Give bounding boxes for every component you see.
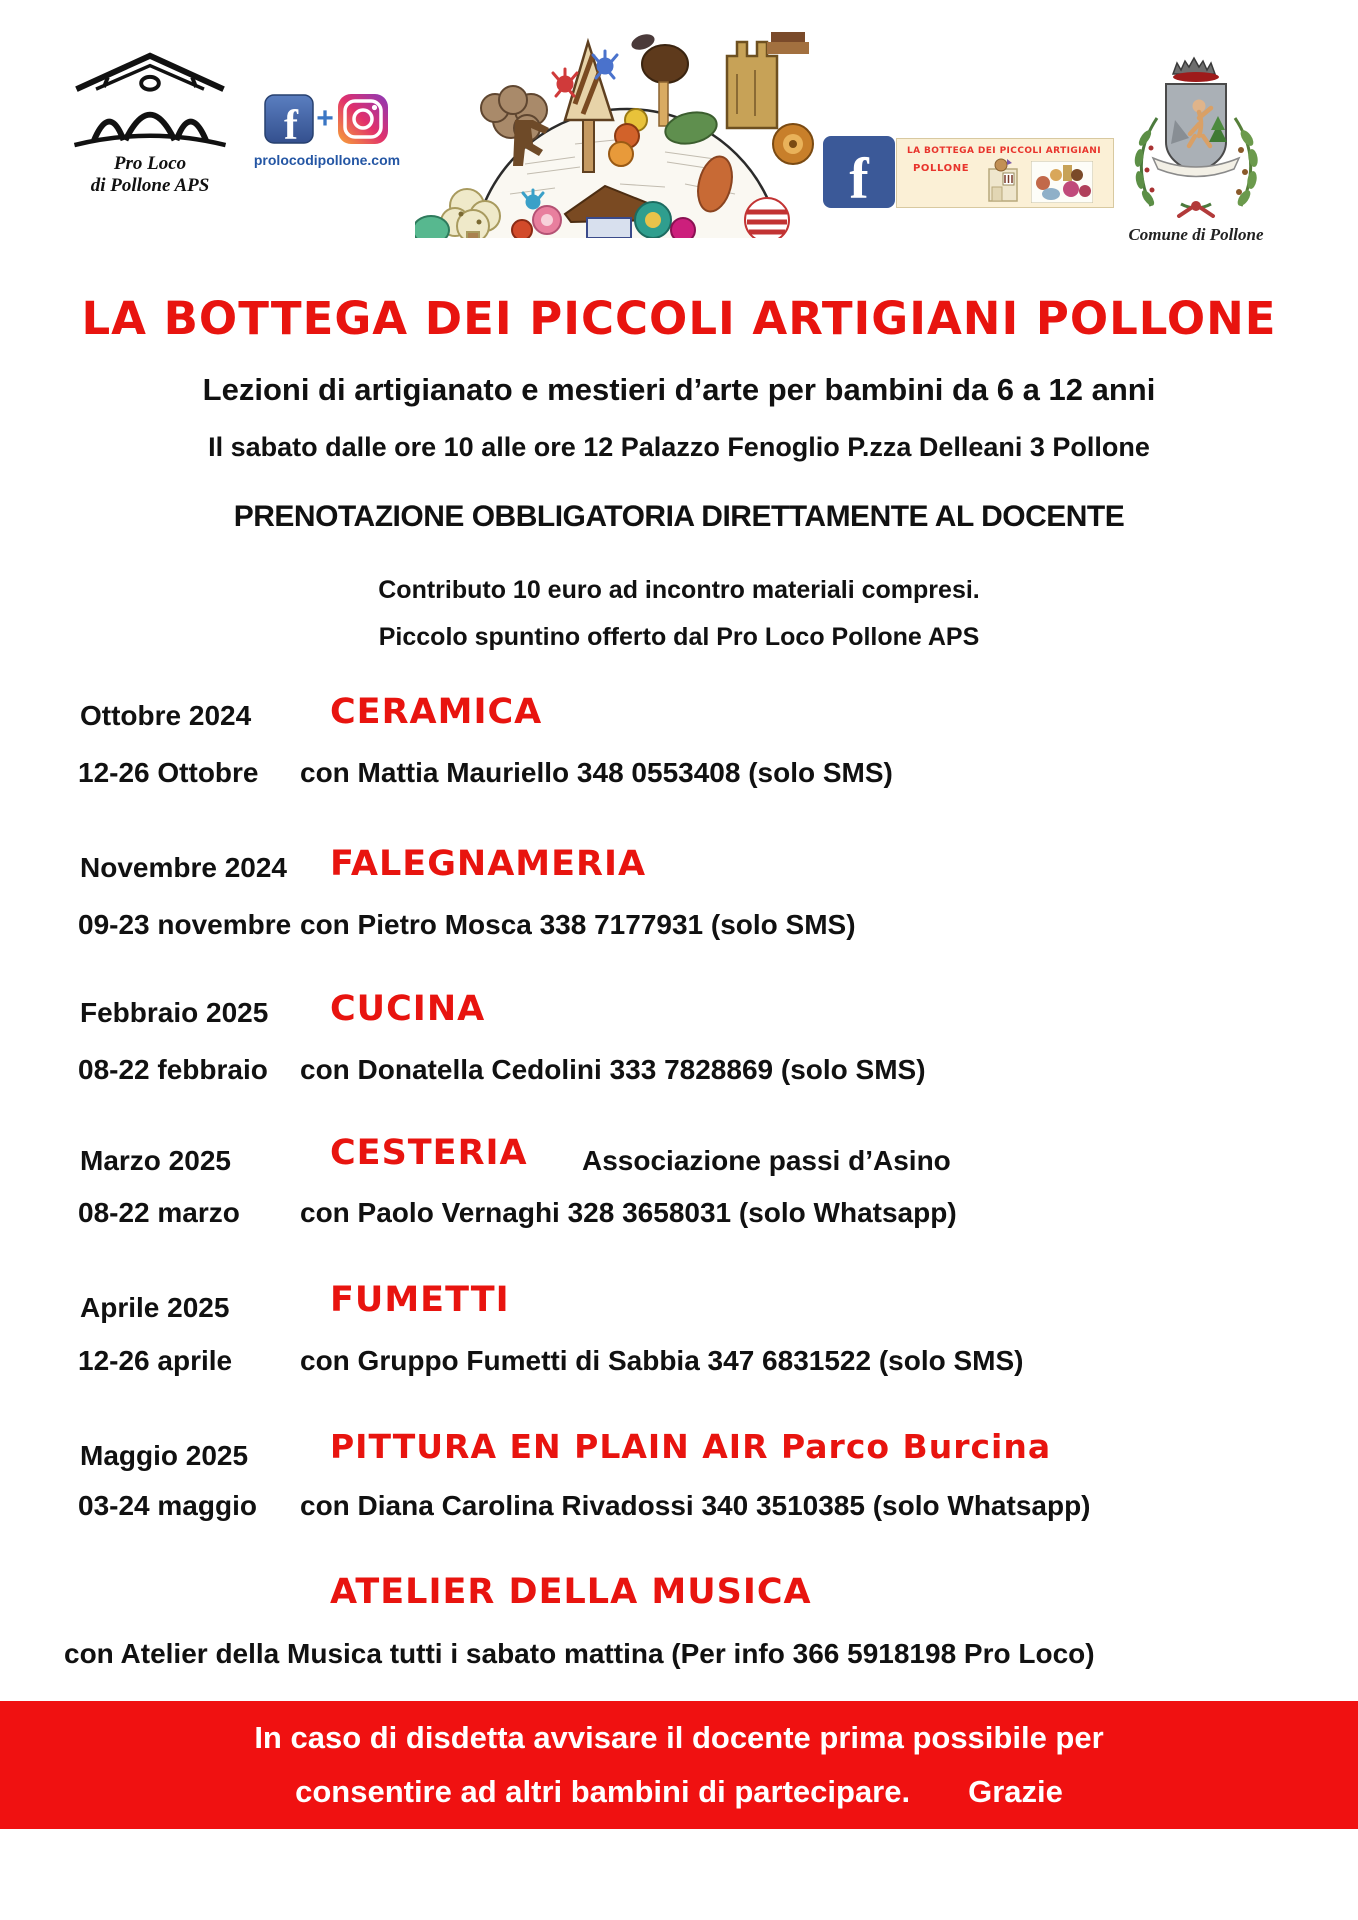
pro-loco-logo (66, 44, 234, 197)
course-name: FUMETTI (330, 1280, 510, 1320)
pro-loco-label-line1: Pro Loco (113, 153, 187, 174)
snack-line: Piccolo spuntino offerto dal Pro Loco Pollone APS (378, 623, 980, 651)
course-instructor: con Mattia Mauriello 348 0553408 (solo SMS) (300, 757, 893, 788)
subtitle: Lezioni di artigianato e mestieri d’arte per bambini da 6 a 12 anni (202, 372, 1156, 407)
schedule-line: Il sabato dalle ore 10 alle ore 12 Palazzo Fenoglio P.zza Delleani 3 Pollone (208, 432, 1150, 462)
page-title: LA BOTTEGA DEI PICCOLI ARTIGIANI POLLONE (81, 292, 1277, 345)
booking-notice: PRENOTAZIONE OBBLIGATORIA DIRETTAMENTE AL DOCENTE (233, 500, 1125, 533)
course-name: CESTERIA (330, 1133, 528, 1173)
course-instructor: con Gruppo Fumetti di Sabbia 347 6831522 (solo SMS) (300, 1345, 1024, 1376)
cancellation-line2 (295, 1774, 1063, 1810)
cancellation-line2-text: consentire ad altri bambini di partecipare. (295, 1774, 911, 1810)
course-dates: 09-23 novembre (78, 909, 292, 940)
course-instructor: con Pietro Mosca 338 7177931 (solo SMS) (300, 909, 856, 940)
cancellation-banner (0, 1701, 1358, 1829)
fb-banner-kiosk-image (983, 157, 1023, 203)
course-month: Maggio 2025 (80, 1440, 249, 1471)
course-instructor: con Paolo Vernaghi 328 3658031 (solo Whatsapp) (300, 1197, 957, 1228)
svg-text:f: f (284, 103, 299, 144)
course-month: Febbraio 2025 (80, 997, 269, 1028)
course-instructor: con Diana Carolina Rivadossi 340 3510385 (solo Whatsapp) (300, 1490, 1091, 1521)
facebook-page-icon (823, 136, 895, 211)
thanks-text: Grazie (968, 1774, 1063, 1810)
comune-di-pollone-crest (1118, 46, 1274, 245)
cancellation-line1: In caso di disdetta avvisare il docente prima possibile per (254, 1719, 1104, 1755)
atelier-title: ATELIER DELLA MUSICA (330, 1572, 812, 1612)
fb-banner-title: LA BOTTEGA DEI PICCOLI ARTIGIANI (907, 146, 1101, 156)
course-name: PITTURA EN PLAIN AIR Parco Burcina (330, 1427, 1052, 1466)
fb-banner-subtitle: POLLONE (913, 163, 970, 174)
website-link: prolocodipollone.com (253, 152, 401, 168)
contribution-line: Contributo 10 euro ad incontro materiali compresi. (378, 576, 980, 604)
facebook-f-glyph: f (849, 146, 869, 211)
fb-banner-collage-image (1031, 161, 1093, 203)
course-dates: 12-26 aprile (78, 1345, 233, 1376)
course-association: Associazione passi d’Asino (582, 1145, 951, 1176)
pro-loco-arches-icon (66, 44, 234, 148)
course-month: Aprile 2025 (80, 1292, 230, 1323)
course-dates: 03-24 maggio (78, 1490, 257, 1521)
facebook-page-banner (896, 138, 1114, 208)
course-instructor: con Donatella Cedolini 333 7828869 (solo SMS) (300, 1054, 926, 1085)
atelier-info-line: con Atelier della Musica tutti i sabato mattina (Per info 366 5918198 Pro Loco) (64, 1638, 1095, 1669)
course-month: Novembre 2024 (80, 852, 288, 883)
course-dates: 08-22 febbraio (78, 1054, 268, 1085)
pro-loco-label-line2: di Pollone APS (90, 174, 210, 196)
course-month: Ottobre 2024 (80, 700, 252, 731)
comune-caption: Comune di Pollone (1128, 225, 1264, 244)
course-name: FALEGNAMERIA (330, 844, 647, 884)
plus-icon: + (316, 102, 334, 135)
craft-collage-illustration (415, 24, 815, 238)
course-dates: 12-26 Ottobre (78, 757, 259, 788)
course-dates: 08-22 marzo (78, 1197, 240, 1228)
course-name: CERAMICA (330, 692, 543, 732)
course-month: Marzo 2025 (80, 1145, 231, 1176)
course-name: CUCINA (330, 989, 486, 1029)
instagram-icon (336, 92, 390, 146)
facebook-icon (264, 94, 314, 144)
coat-of-arms-icon (1121, 46, 1271, 218)
social-links (252, 92, 402, 168)
